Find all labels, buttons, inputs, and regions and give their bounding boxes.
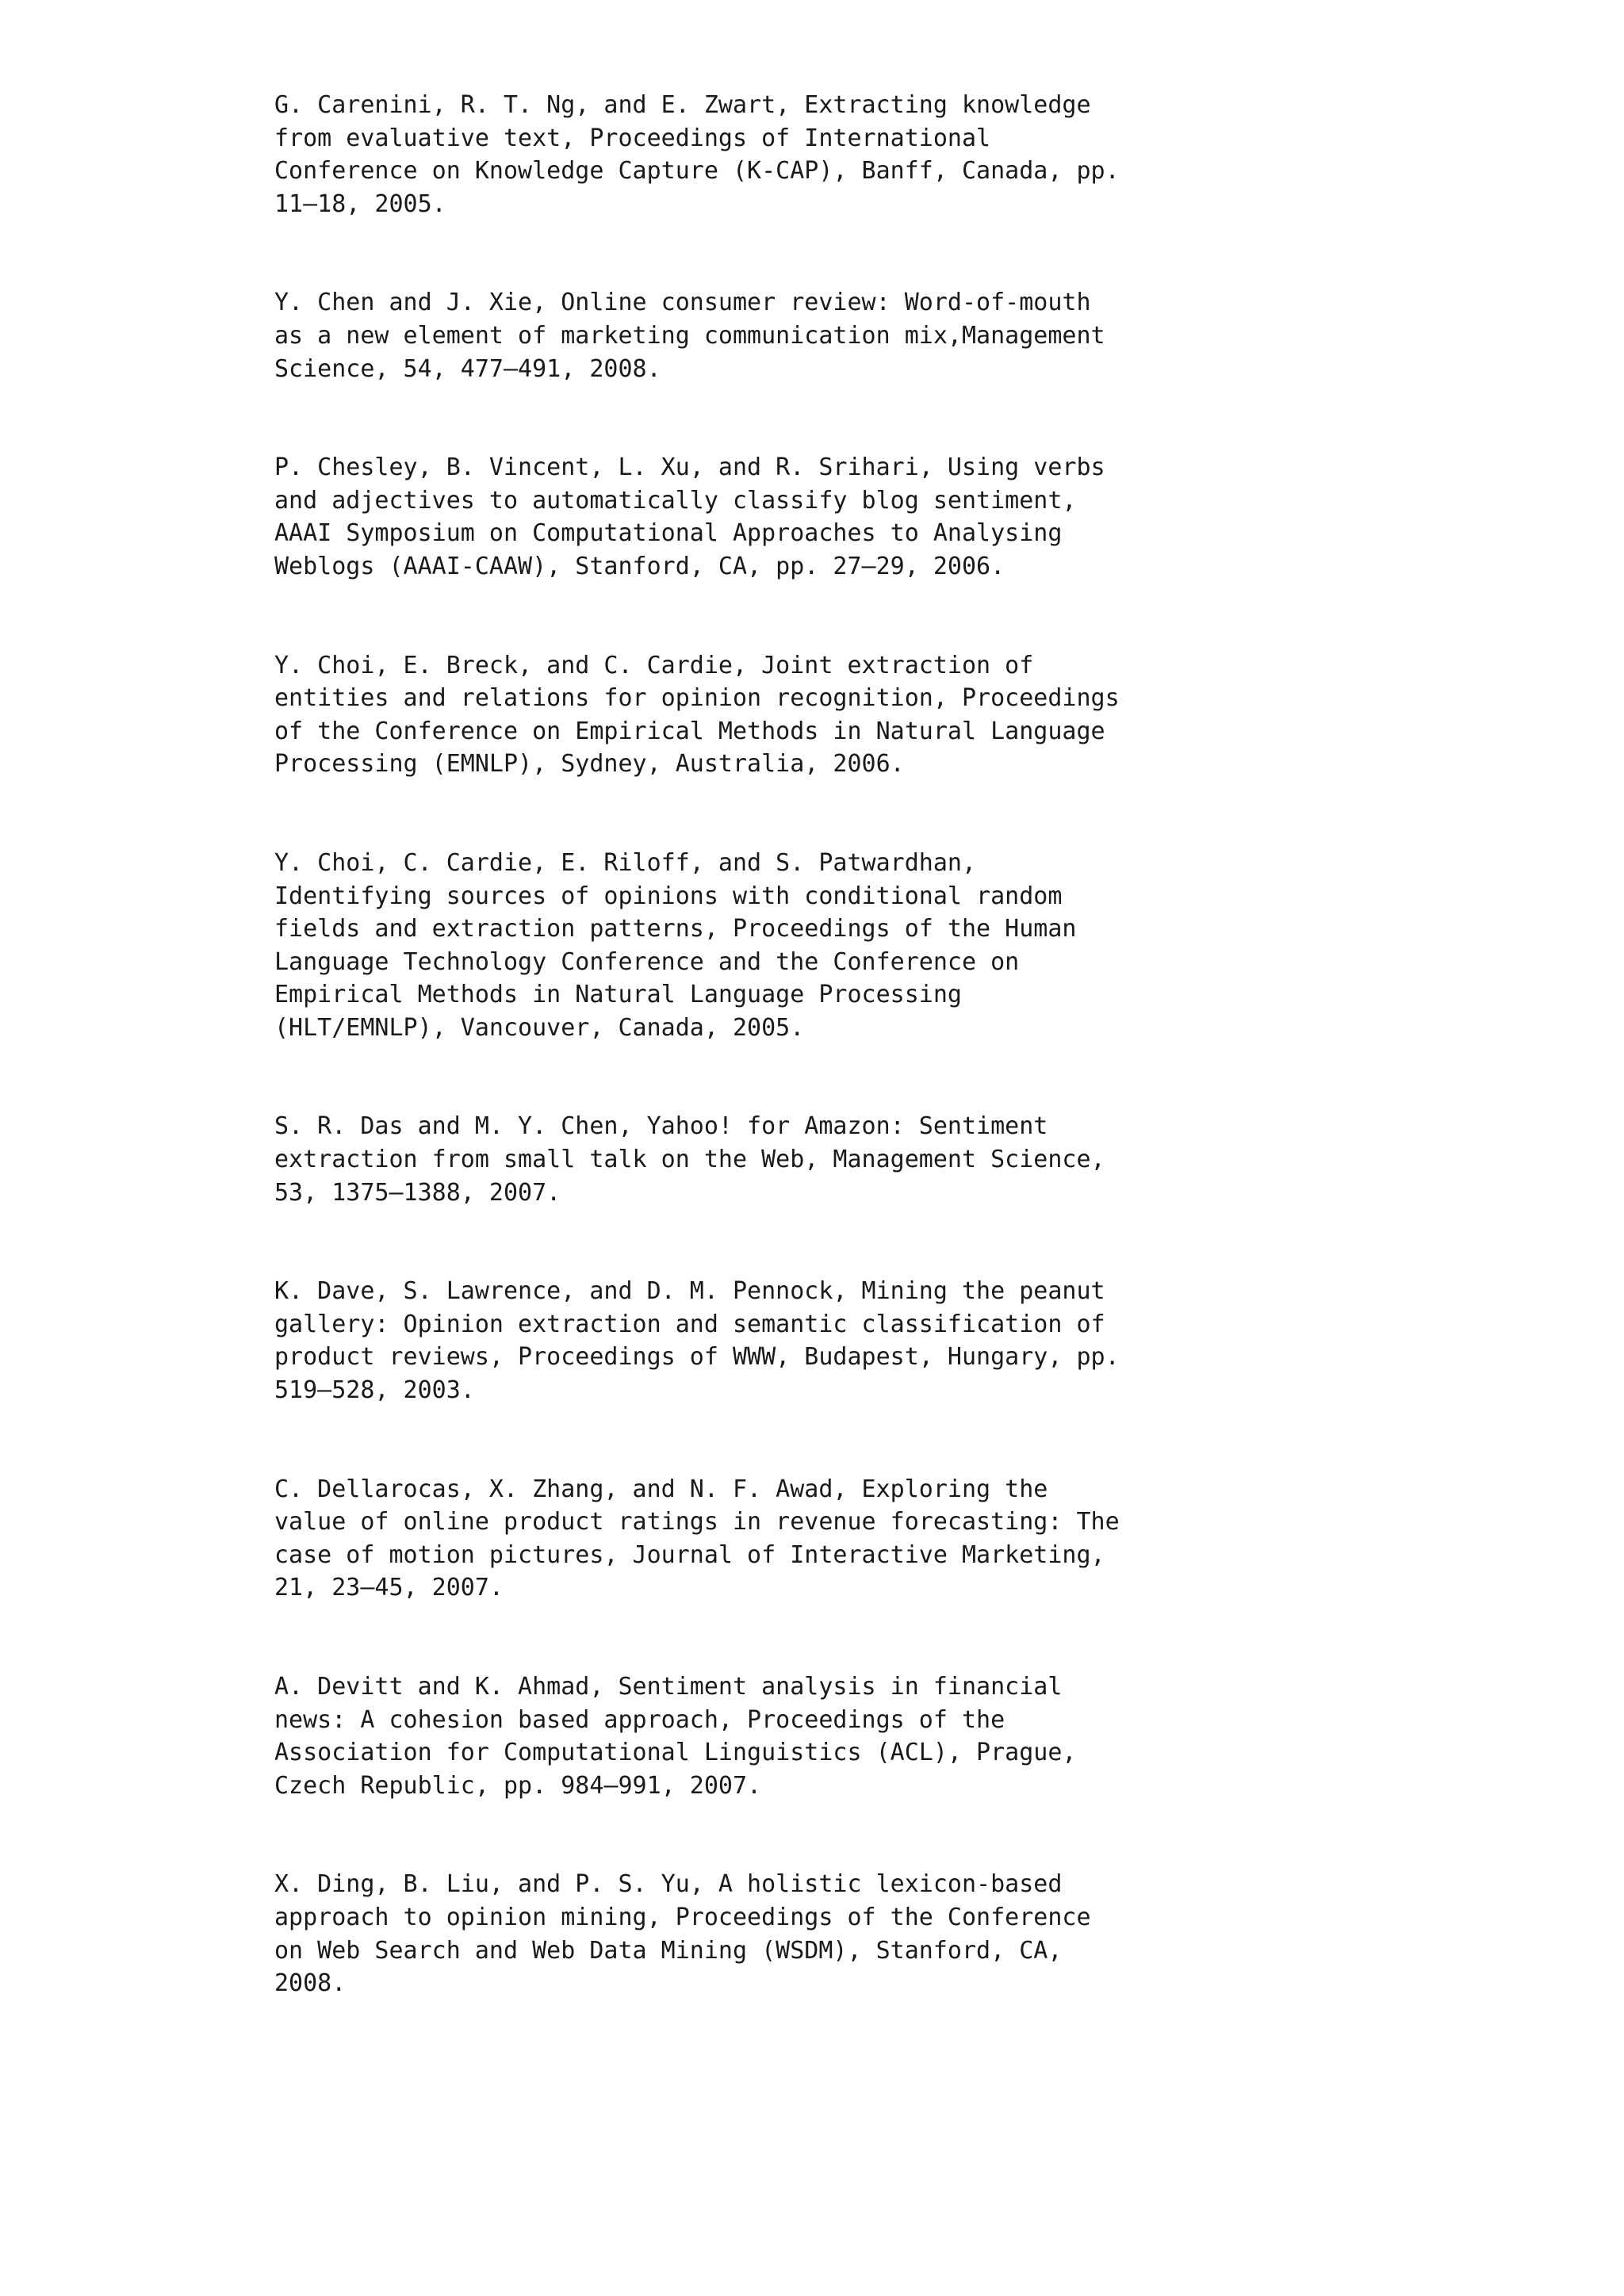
reference-line: and adjectives to automatically classify blog sentiment, <box>274 486 1077 515</box>
reference-line: as a new element of marketing communication mix,Management <box>274 321 1105 350</box>
reference-line: 21, 23–45, 2007. <box>274 1574 504 1602</box>
reference-line: Identifying sources of opinions with conditional random <box>274 882 1063 910</box>
reference-line: A. Devitt and K. Ahmad, Sentiment analysis in financial <box>274 1673 1063 1701</box>
reference-line: Processing (EMNLP), Sydney, Australia, 2006. <box>274 750 905 779</box>
reference-line: (HLT/EMNLP), Vancouver, Canada, 2005. <box>274 1013 805 1042</box>
reference-line: Conference on Knowledge Capture (K-CAP), Banff, Canada, pp. <box>274 157 1120 186</box>
reference-line: value of online product ratings in revenue forecasting: The <box>274 1508 1120 1536</box>
reference-line: AAAI Symposium on Computational Approaches to Analysing <box>274 519 1063 548</box>
reference-line: on Web Search and Web Data Mining (WSDM), Stanford, CA, <box>274 1936 1063 1965</box>
reference-line: Language Technology Conference and the Conference on <box>274 947 1020 976</box>
reference-entry <box>274 1110 1480 1209</box>
reference-line: X. Ding, B. Liu, and P. S. Yu, A holistic lexicon-based <box>274 1870 1063 1899</box>
reference-line: entities and relations for opinion recognition, Proceedings <box>274 684 1120 713</box>
reference-entry <box>274 847 1480 1045</box>
reference-line: 53, 1375–1388, 2007. <box>274 1178 561 1207</box>
reference-line: P. Chesley, B. Vincent, L. Xu, and R. Srihari, Using verbs <box>274 453 1105 482</box>
reference-line: approach to opinion mining, Proceedings of the Conference <box>274 1903 1091 1931</box>
reference-line: product reviews, Proceedings of WWW, Budapest, Hungary, pp. <box>274 1343 1120 1372</box>
reference-entry <box>274 1670 1480 1802</box>
reference-line: Y. Choi, C. Cardie, E. Riloff, and S. Patwardhan, <box>274 848 977 877</box>
reference-entry <box>274 286 1480 385</box>
reference-line: Weblogs (AAAI-CAAW), Stanford, CA, pp. 27–29, 2006. <box>274 552 1005 580</box>
reference-entry <box>274 1473 1480 1605</box>
reference-line: 519–528, 2003. <box>274 1376 475 1405</box>
reference-line: 11–18, 2005. <box>274 189 446 218</box>
reference-line: C. Dellarocas, X. Zhang, and N. F. Awad, Exploring the <box>274 1475 1048 1503</box>
reference-entry <box>274 649 1480 781</box>
reference-line: Y. Chen and J. Xie, Online consumer review: Word-of-mouth <box>274 289 1091 317</box>
reference-line: 2008. <box>274 1969 347 1998</box>
reference-line: fields and extraction patterns, Proceedings of the Human <box>274 915 1077 943</box>
reference-line: extraction from small talk on the Web, Management Science, <box>274 1146 1105 1174</box>
reference-line: news: A cohesion based approach, Proceedings of the <box>274 1705 1005 1734</box>
reference-line: from evaluative text, Proceedings of International <box>274 124 991 152</box>
reference-entry <box>274 1868 1480 1999</box>
reference-entry <box>274 1275 1480 1406</box>
reference-entry <box>274 451 1480 583</box>
reference-line: Association for Computational Linguistics (ACL), Prague, <box>274 1739 1077 1767</box>
reference-entry <box>274 89 1480 220</box>
reference-line: Czech Republic, pp. 984–991, 2007. <box>274 1771 762 1800</box>
reference-line: K. Dave, S. Lawrence, and D. M. Pennock, Mining the peanut <box>274 1277 1105 1306</box>
reference-line: G. Carenini, R. T. Ng, and E. Zwart, Extracting knowledge <box>274 91 1091 119</box>
reference-line: of the Conference on Empirical Methods in Natural Language <box>274 717 1105 745</box>
reference-line: Y. Choi, E. Breck, and C. Cardie, Joint extraction of <box>274 651 1034 679</box>
reference-line: case of motion pictures, Journal of Interactive Marketing, <box>274 1540 1105 1569</box>
reference-line: gallery: Opinion extraction and semantic classification of <box>274 1310 1105 1338</box>
reference-line: S. R. Das and M. Y. Chen, Yahoo! for Amazon: Sentiment <box>274 1112 1048 1141</box>
reference-line: Science, 54, 477–491, 2008. <box>274 354 661 383</box>
reference-list <box>274 89 1480 2066</box>
reference-line: Empirical Methods in Natural Language Processing <box>274 981 962 1009</box>
